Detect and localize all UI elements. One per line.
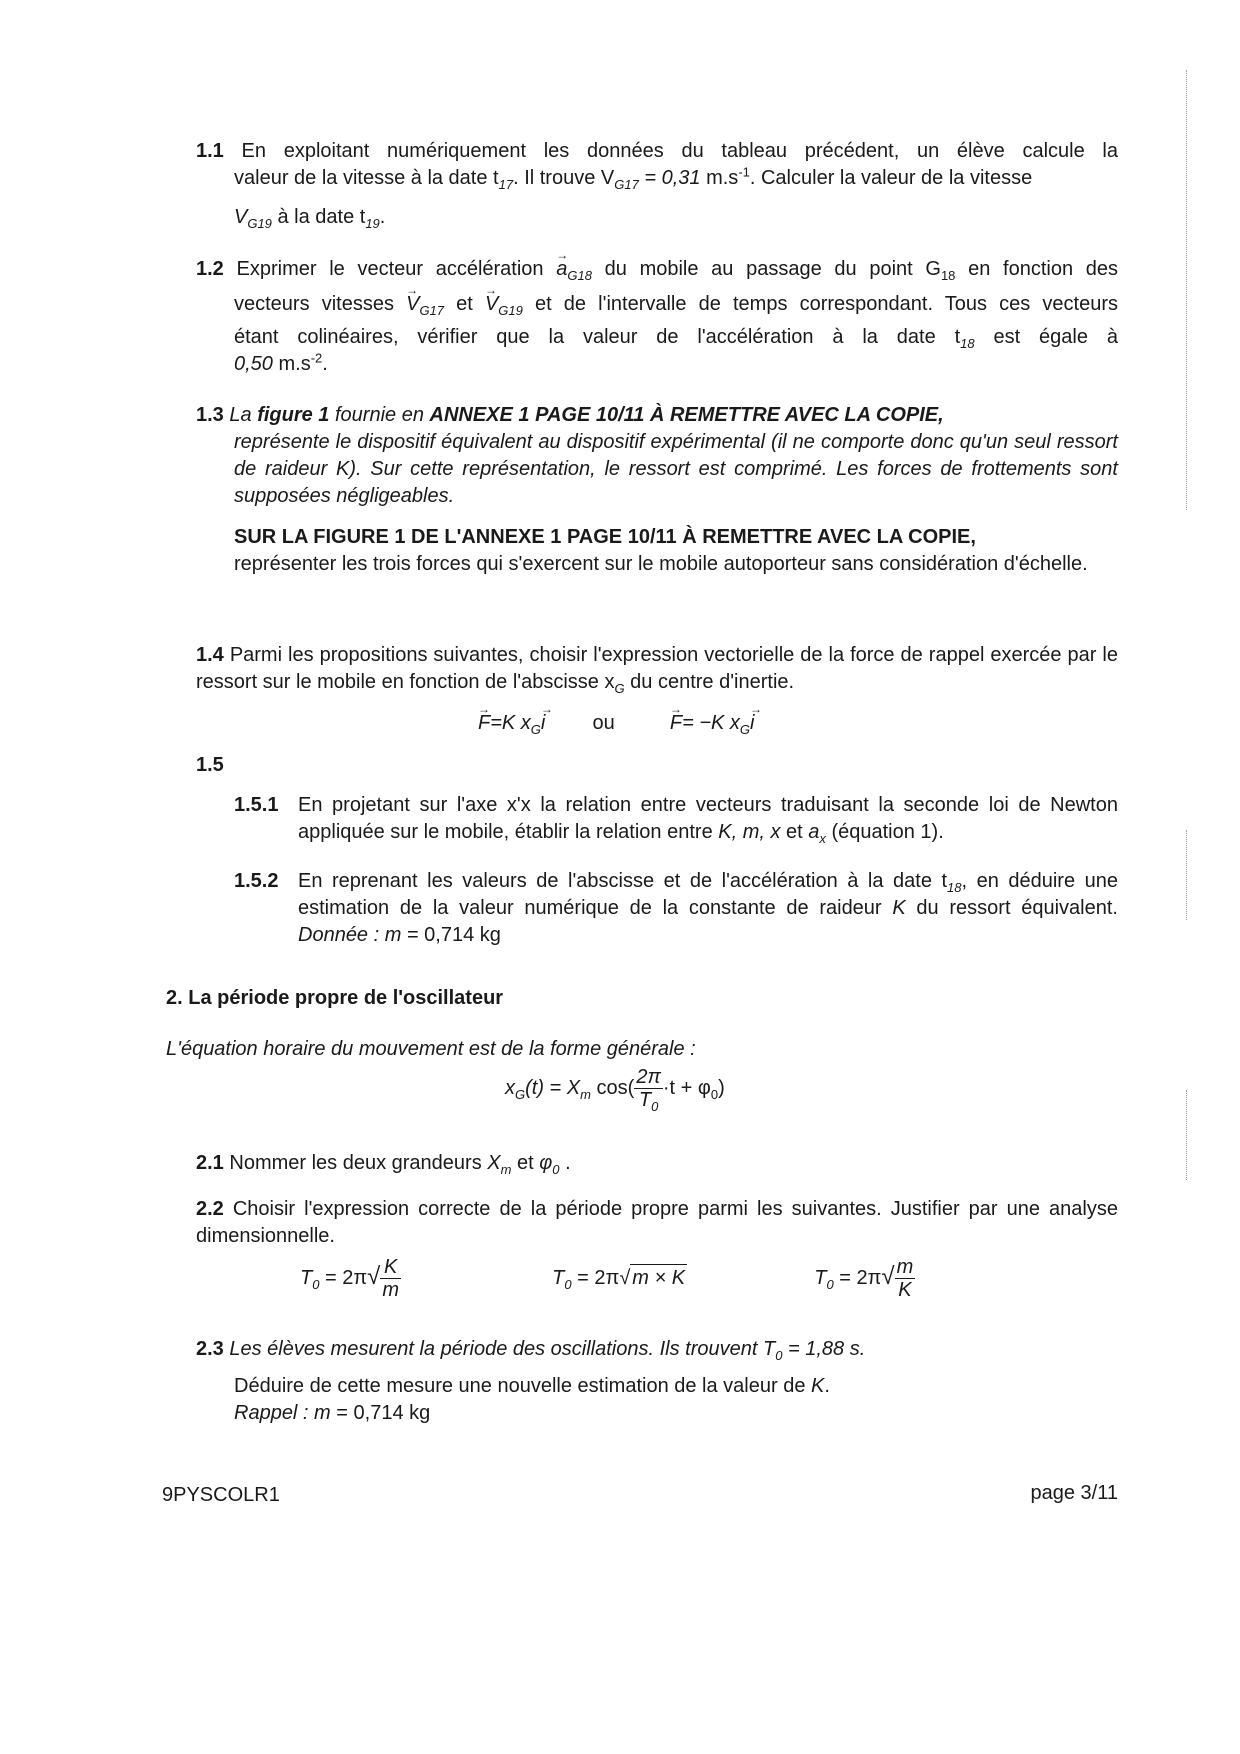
section-title: 2. La période propre de l'oscillateur bbox=[166, 987, 504, 1009]
velocity-vector: → V bbox=[485, 291, 498, 318]
question-1-4: 1.4 Parmi les propositions suivantes, choisir l'expression vectorielle de la force de rappel exercée par le ressort sur le mobile en fonction de l'abscisse $x_G$ du centre d'inertie. → F=K $x_G\to i$ ou → F= −K $x_G\to i$ bbox=[196, 642, 1118, 737]
question-number: 2.3 bbox=[196, 1338, 224, 1360]
question-number: 1.3 bbox=[196, 404, 224, 426]
margin-dotted-line bbox=[1186, 70, 1188, 510]
question-1-5-1: 1.5.1 En projetant sur l'axe x'x la relation entre vecteurs traduisant la seconde loi de Newton appliquée sur le mobile, établir la relation entre K, m, x et $a_x$ (équation 1). bbox=[234, 794, 1118, 846]
question-number: 2.1 bbox=[196, 1152, 224, 1174]
margin-dotted-line bbox=[1186, 830, 1188, 920]
question-2-3: 2.3 Les élèves mesurent la période des oscillations. Ils trouvent $T_0 = 1,88$ s. Déduire de cette mesure une nouvelle estimation de la valeur de K. Rappel : m = 0,714 kg bbox=[196, 1338, 866, 1424]
question-1-2: 1.2 Exprimer le vecteur accélération → $a_{G18}$ du mobile au passage du point $G_{18}$ en fonction des vecteurs vitesses → $V_{G17}$ et → $V_{G19}$ et de l'intervalle de temps correspondant. Tous ces vecteurs étant colinéaires, vérifier que la valeur de l'accélération à la date $t_{18}$ est égale à 0,50 $m.s^{-2}$. bbox=[196, 256, 1118, 378]
question-1-1: 1.1 En exploitant numériquement les données du tableau précédent, un élève calcule la valeur de la vitesse à la date $t_{17}$. Il trouve $V_{G17} = 0,31$ $m.s^{-1}$. Calculer la valeur de la vitesse $V_{G19}$ à la date $t_{19}$. bbox=[196, 140, 1118, 231]
force-options: → F=K $x_G\to i$ ou → F= −K $x_G\to i$ bbox=[196, 710, 1118, 737]
question-1-5-2: 1.5.2 En reprenant les valeurs de l'abscisse et de l'accélération à la date $t_{18}$, en déduire une estimation de la valeur numérique de la constante de raideur K du ressort équivalent. Donnée : m = 0,714 kg bbox=[234, 868, 1118, 949]
document-code: 9PYSCOLR1 bbox=[162, 1484, 280, 1506]
question-number: 1.5 bbox=[196, 754, 224, 776]
question-number: 1.1 bbox=[196, 140, 224, 162]
page-number: page 3/11 bbox=[1030, 1482, 1118, 1504]
time-equation: $x_G(t) = X_m$ cos( $\frac{2\pi}{T_0}$ $\cdot t + \varphi_0$) bbox=[505, 1066, 725, 1114]
question-number: 1.5.1 bbox=[234, 794, 279, 816]
question-1-3: 1.3 La figure 1 fournie en ANNEXE 1 PAGE 10/11 À REMETTRE AVEC LA COPIE, représente le dispositif équivalent au dispositif expérimental (il ne comporte donc qu'un seul ressort de raideur K). Sur cette représentation, le ressort est comprimé. Les forces de frottements sont supposées négligeables. SUR LA FIGURE 1 DE L'ANNEXE 1 PAGE 10/11 À REMETTRE AVEC LA COPIE, représenter les trois forces qui s'exercent sur le mobile autoporteur sans considération d'échelle. bbox=[196, 404, 1118, 575]
acceleration-vector: → a bbox=[556, 256, 567, 283]
section-intro: L'équation horaire du mouvement est de la forme générale : bbox=[166, 1038, 696, 1060]
question-number: 1.4 bbox=[196, 644, 224, 666]
question-1-5 bbox=[196, 752, 1118, 779]
margin-dotted-line bbox=[1186, 1090, 1188, 1180]
question-2-2: 2.2 Choisir l'expression correcte de la période propre parmi les suivantes. Justifier par une analyse dimensionnelle. $T_0 = 2\pi√$ $\frac{K}{m}$ $T_0 = 2\pi√$ m × K $T_0 = 2\pi√$ $\frac{m}{K}$ bbox=[196, 1198, 1118, 1301]
period-options: $T_0 = 2\pi√$ $\frac{K}{m}$ $T_0 = 2\pi√$ m × K $T_0 = 2\pi√$ $\frac{m}{K}$ bbox=[300, 1256, 914, 1301]
question-number: 2.2 bbox=[196, 1198, 224, 1220]
question-number: 1.2 bbox=[196, 258, 224, 280]
question-number: 1.5.2 bbox=[234, 870, 279, 892]
question-2-1: 2.1 Nommer les deux grandeurs $X_m$ et $\varphi_0$ . bbox=[196, 1152, 571, 1177]
velocity-vector: → V bbox=[406, 291, 419, 318]
